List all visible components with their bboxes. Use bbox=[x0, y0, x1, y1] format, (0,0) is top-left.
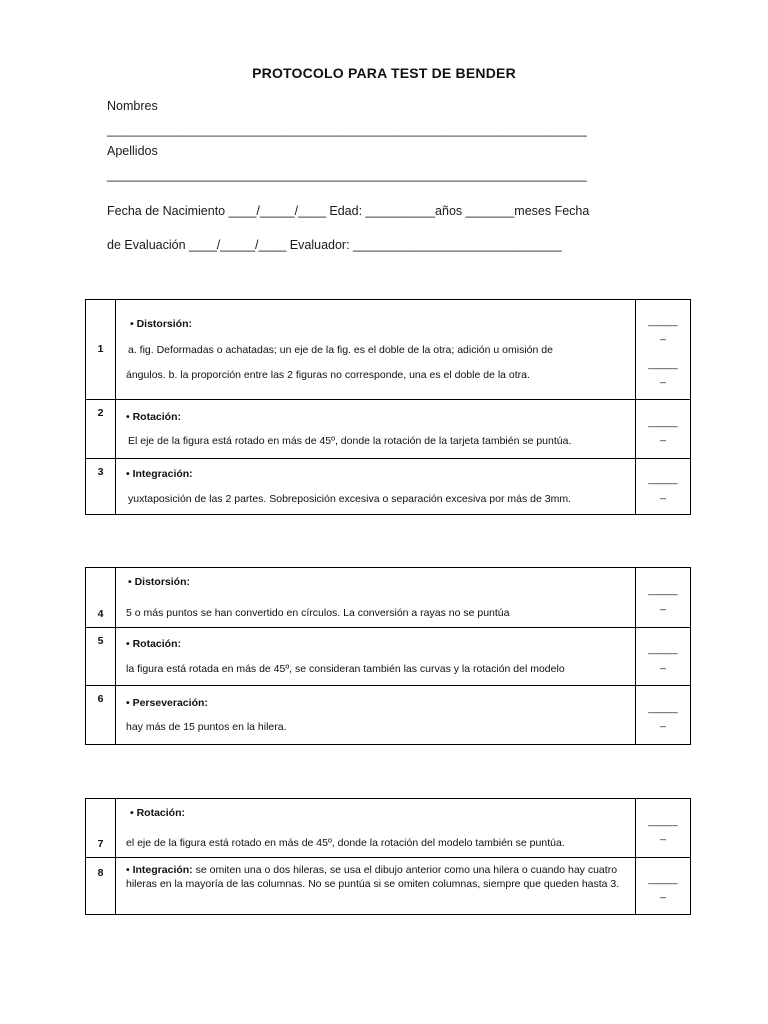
table-row bbox=[86, 858, 691, 915]
table-row bbox=[86, 400, 691, 459]
score-blank[interactable]: _____ _ _____ _ bbox=[636, 300, 691, 400]
item-description bbox=[116, 459, 636, 515]
item-heading: • Rotación: bbox=[126, 410, 182, 423]
table-row bbox=[86, 459, 691, 515]
table-row bbox=[86, 686, 691, 745]
item-number: 8 bbox=[86, 858, 116, 915]
table-row bbox=[86, 300, 691, 400]
item-text: 5 o más puntos se han convertido en círculos. La conversión a rayas no se puntúa bbox=[126, 606, 510, 619]
item-text: se omiten una o dos hileras, se usa el dibujo anterior como una hilera o cuando hay cuatro hileras en la mayoría de las columnas. No se puntúa si se omiten columnas, siempre que queden hasta 3. bbox=[126, 864, 620, 891]
item-number: 4 bbox=[86, 568, 116, 628]
item-number: 7 bbox=[86, 799, 116, 858]
item-number: 2 bbox=[86, 400, 116, 459]
item-number: 3 bbox=[86, 459, 116, 515]
item-description bbox=[116, 858, 636, 915]
item-description bbox=[116, 300, 636, 400]
item-heading: • Perseveración: bbox=[126, 696, 208, 709]
nombres-field[interactable]: _____________________________________________________________________ bbox=[107, 123, 587, 137]
item-heading: • Rotación: bbox=[126, 638, 182, 651]
scoring-table-2 bbox=[85, 567, 691, 745]
scoring-table-1 bbox=[85, 299, 691, 515]
score-blank[interactable]: _____ _ bbox=[636, 858, 691, 915]
page-title: PROTOCOLO PARA TEST DE BENDER bbox=[252, 65, 516, 81]
item-heading: • Distorsión: bbox=[130, 317, 193, 330]
item-heading: • Rotación: bbox=[130, 806, 186, 819]
scoring-table-3 bbox=[85, 798, 691, 915]
table-row bbox=[86, 799, 691, 858]
item-text: el eje de la figura está rotado en más de 45º, donde la rotación del modelo también se puntúa. bbox=[126, 837, 565, 849]
item-text: hay más de 15 puntos en la hilera. bbox=[126, 721, 287, 733]
item-description bbox=[116, 628, 636, 686]
item-number: 5 bbox=[86, 628, 116, 686]
item-description bbox=[116, 686, 636, 745]
score-blank[interactable]: _____ _ bbox=[636, 628, 691, 686]
item-description bbox=[116, 400, 636, 459]
item-heading: • Integración: bbox=[126, 468, 193, 481]
item-heading: • Distorsión: bbox=[128, 576, 191, 589]
item-text: la figura está rotada en más de 45º, se consideran también las curvas y la rotación del modelo bbox=[126, 662, 565, 675]
score-blank[interactable]: _____ _ bbox=[636, 400, 691, 459]
item-text: ángulos. b. la proporción entre las 2 figuras no corresponde, una es el doble de la otra. bbox=[126, 369, 530, 382]
fecha-nacimiento-line[interactable]: Fecha de Nacimiento ____/_____/____ Edad: __________años _______meses Fecha bbox=[107, 204, 590, 218]
score-blank[interactable]: _____ _ bbox=[636, 799, 691, 858]
item-description bbox=[116, 799, 636, 858]
table-row bbox=[86, 628, 691, 686]
item-number: 1 bbox=[86, 300, 116, 400]
item-heading: • Integración: bbox=[126, 864, 193, 876]
item-description bbox=[116, 568, 636, 628]
apellidos-field[interactable]: _____________________________________________________________________ bbox=[107, 168, 587, 182]
score-blank[interactable]: _____ _ bbox=[636, 459, 691, 515]
score-blank[interactable]: _____ _ bbox=[636, 568, 691, 628]
score-blank[interactable]: _____ _ bbox=[636, 686, 691, 745]
apellidos-label: Apellidos bbox=[107, 144, 158, 158]
table-row bbox=[86, 568, 691, 628]
item-text: a. fig. Deformadas o achatadas; un eje de la fig. es el doble de la otra; adición u omisión de bbox=[128, 343, 553, 356]
item-text: El eje de la figura está rotado en más de 45º, donde la rotación de la tarjeta también se puntúa. bbox=[128, 435, 572, 447]
nombres-label: Nombres bbox=[107, 99, 158, 113]
evaluacion-line[interactable]: de Evaluación ____/_____/____ Evaluador: ______________________________ bbox=[107, 238, 562, 252]
item-text: yuxtaposición de las 2 partes. Sobreposición excesiva o separación excesiva por más de 3mm. bbox=[128, 492, 571, 505]
item-number: 6 bbox=[86, 686, 116, 745]
